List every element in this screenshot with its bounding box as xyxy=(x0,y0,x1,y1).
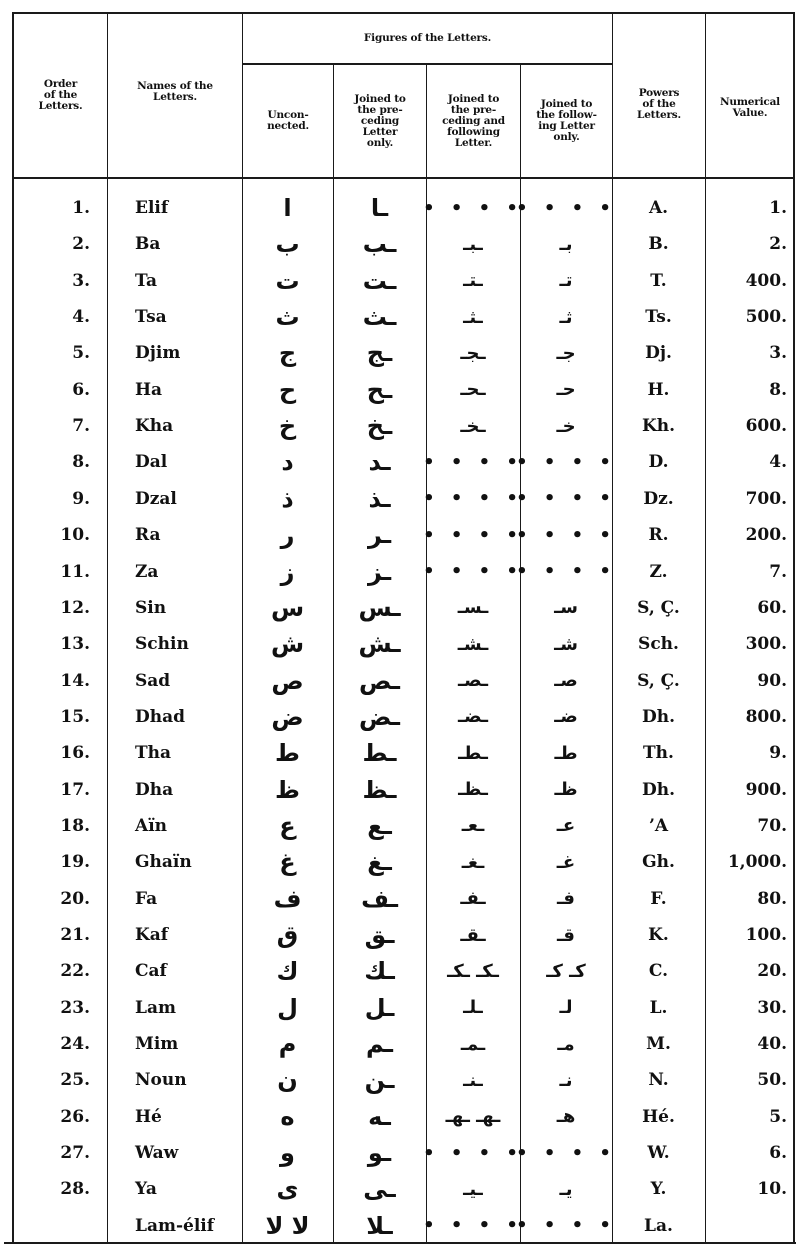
unconnected-form-cell: ج xyxy=(278,339,297,368)
unconnected-form-cell: و xyxy=(280,1139,295,1168)
joined-preceding-form-cell: ـث xyxy=(362,303,397,332)
header-text: Letters. xyxy=(637,108,681,121)
letter-name-cell: Dzal xyxy=(135,488,177,509)
numerical-value-cell xyxy=(705,1208,787,1244)
table-row xyxy=(12,226,795,262)
order-cell: 28. xyxy=(60,1179,90,1200)
numerical-value-cell: 400. xyxy=(745,270,787,291)
power-cell: T. xyxy=(650,270,667,291)
power-cell: C. xyxy=(648,961,669,982)
header-text: Powers xyxy=(638,86,680,99)
numerical-value-cell: 700. xyxy=(745,488,787,509)
power-cell: F. xyxy=(650,888,667,909)
header-text: ceding xyxy=(360,114,400,127)
order-cell xyxy=(12,1208,90,1244)
header-text: Letter. xyxy=(454,136,493,149)
joined-both-form-cell: ـيـ xyxy=(463,1178,483,1200)
order-cell: 7. xyxy=(72,416,90,437)
joined-preceding-form-cell: ـس xyxy=(358,593,401,622)
joined-preceding-form-cell: ـظ xyxy=(362,775,397,804)
joined-following-form-cell: كـ کـ xyxy=(546,960,586,982)
joined-both-form-cell: ـصـ xyxy=(457,670,489,692)
power-cell: S, Ç. xyxy=(637,597,680,618)
power-cell: Z. xyxy=(649,561,668,582)
joined-preceding-form-cell: ـع xyxy=(367,811,392,840)
power-cell: D. xyxy=(648,452,669,473)
header-text: Letter xyxy=(362,125,398,138)
header-text: nected. xyxy=(267,120,309,132)
letter-name-cell: Djim xyxy=(135,343,181,364)
joined-following-form-cell: خـ xyxy=(556,415,576,437)
letter-name-cell: Schin xyxy=(135,634,189,655)
header-joined-both xyxy=(427,65,520,177)
header-text: Uncon- xyxy=(267,109,309,121)
unconnected-form-cell: ف xyxy=(273,884,302,913)
joined-following-form-cell: • • • • xyxy=(516,1142,616,1164)
table-row xyxy=(12,190,795,226)
letter-name-cell: Hé xyxy=(135,1106,162,1127)
letter-name-cell: Lam-élif xyxy=(135,1215,215,1236)
header-names xyxy=(108,14,242,169)
table-row xyxy=(12,590,795,626)
joined-following-form-cell: عـ xyxy=(556,815,576,837)
unconnected-form-cell: س xyxy=(270,593,305,622)
letter-name-cell: Lam xyxy=(135,997,176,1018)
power-cell: Dj. xyxy=(645,343,672,364)
letter-name-cell: Ya xyxy=(135,1179,157,1200)
table-row xyxy=(12,444,795,480)
letter-name-cell: Mim xyxy=(135,1034,179,1055)
power-cell: B. xyxy=(648,234,669,255)
order-cell: 25. xyxy=(60,1070,90,1091)
power-cell: Dh. xyxy=(641,779,676,800)
letter-name-cell: Caf xyxy=(135,961,167,982)
table-row xyxy=(12,990,795,1026)
joined-both-form-cell: ـشـ xyxy=(457,633,489,655)
joined-following-form-cell: بـ xyxy=(559,233,573,255)
joined-following-form-cell: ضـ xyxy=(554,706,578,728)
power-cell: K. xyxy=(648,925,669,945)
unconnected-form-cell: غ xyxy=(279,848,296,877)
letter-name-cell: Sad xyxy=(135,670,171,691)
numerical-value-cell: 50. xyxy=(757,1070,787,1091)
unconnected-form-cell: ع xyxy=(279,811,296,840)
joined-following-form-cell: فـ xyxy=(557,888,575,910)
header-text: Order xyxy=(43,78,78,90)
unconnected-form-cell: ش xyxy=(270,630,305,659)
joined-preceding-form-cell: ـض xyxy=(359,702,400,731)
unconnected-form-cell: ز xyxy=(280,557,295,586)
numerical-value-cell: 600. xyxy=(745,416,787,437)
joined-following-form-cell: • • • • xyxy=(516,451,616,473)
letter-name-cell: Ghaïn xyxy=(135,852,192,873)
header-order xyxy=(14,14,107,177)
numerical-value-cell: 9. xyxy=(769,743,787,764)
joined-preceding-form-cell: ـد xyxy=(368,448,391,477)
unconnected-form-cell: ط xyxy=(275,739,300,768)
joined-preceding-form-cell: ـغ xyxy=(367,848,392,877)
joined-preceding-form-cell: ـا xyxy=(370,194,389,222)
joined-following-form-cell: يـ xyxy=(559,1178,573,1200)
joined-preceding-form-cell: ـص xyxy=(359,666,400,695)
joined-both-form-cell: ـضـ xyxy=(457,706,489,728)
numerical-value-cell: 800. xyxy=(745,706,787,727)
header-text: Joined to xyxy=(354,92,406,105)
unconnected-form-cell: ض xyxy=(271,702,304,731)
numerical-value-cell: 30. xyxy=(757,997,787,1018)
joined-following-form-cell: نـ xyxy=(559,1069,573,1091)
numerical-value-cell: 1. xyxy=(769,198,787,218)
power-cell: R. xyxy=(648,525,669,546)
order-cell: 8. xyxy=(72,452,90,473)
order-cell: 19. xyxy=(60,852,90,873)
joined-following-form-cell: ثـ xyxy=(559,306,573,328)
header-powers xyxy=(613,14,705,194)
order-cell: 13. xyxy=(60,634,90,655)
joined-both-form-cell: ـظـ xyxy=(458,779,488,801)
table-row xyxy=(12,1026,795,1062)
unconnected-form-cell: ق xyxy=(276,921,299,949)
order-cell: 11. xyxy=(60,561,90,582)
header-joined-preceding xyxy=(334,65,426,177)
letter-name-cell: Dhad xyxy=(135,706,186,727)
joined-preceding-form-cell: ـخ xyxy=(366,412,393,441)
joined-preceding-form-cell: ـر xyxy=(367,521,392,550)
numerical-value-cell: 80. xyxy=(757,888,787,909)
joined-following-form-cell: جـ xyxy=(556,342,576,364)
joined-preceding-form-cell: ـك xyxy=(364,957,395,986)
table-row xyxy=(12,953,795,989)
joined-both-form-cell: ـخـ xyxy=(460,415,486,437)
unconnected-form-cell: ر xyxy=(280,521,295,550)
unconnected-form-cell: خ xyxy=(278,412,297,441)
order-cell: 17. xyxy=(60,779,90,800)
numerical-value-cell: 6. xyxy=(769,1143,787,1164)
order-cell: 3. xyxy=(72,270,90,291)
order-cell: 9. xyxy=(72,488,90,509)
header-text: only. xyxy=(553,131,580,143)
table-row xyxy=(12,699,795,735)
numerical-value-cell: 100. xyxy=(745,925,787,945)
numerical-value-cell: 60. xyxy=(757,597,787,618)
order-cell: 16. xyxy=(60,743,90,764)
joined-preceding-form-cell: ـل xyxy=(364,993,395,1022)
order-cell: 23. xyxy=(60,997,90,1018)
unconnected-form-cell: ل xyxy=(277,993,298,1022)
power-cell: W. xyxy=(647,1143,670,1164)
joined-preceding-form-cell: ـش xyxy=(358,630,401,659)
letter-name-cell: Aïn xyxy=(135,815,168,836)
joined-following-form-cell: • • • • xyxy=(516,197,616,219)
table-row xyxy=(12,335,795,371)
joined-following-form-cell: شـ xyxy=(554,633,578,655)
header-text: ing Letter xyxy=(538,120,595,132)
header-text: Figures of the Letters. xyxy=(363,32,492,44)
joined-both-form-cell: • • • • xyxy=(423,1142,523,1164)
numerical-value-cell: 200. xyxy=(745,525,787,546)
unconnected-form-cell: لا ﻻ xyxy=(265,1211,310,1240)
numerical-value-cell: 900. xyxy=(745,779,787,800)
order-cell: 20. xyxy=(60,888,90,909)
letter-name-cell: Noun xyxy=(135,1070,187,1091)
joined-preceding-form-cell: ـج xyxy=(366,339,393,368)
header-joined-following xyxy=(521,65,612,177)
joined-preceding-form-cell: ـز xyxy=(367,557,392,586)
letter-name-cell: Kha xyxy=(135,416,174,437)
joined-following-form-cell: حـ xyxy=(556,379,576,401)
header-text: Letters. xyxy=(38,100,83,112)
joined-preceding-form-cell: ـلا xyxy=(366,1211,393,1240)
order-cell: 4. xyxy=(72,307,90,328)
table-row xyxy=(12,735,795,771)
header-text: Joined to xyxy=(447,92,500,105)
unconnected-form-cell: ذ xyxy=(281,484,294,513)
joined-preceding-form-cell: ـذ xyxy=(368,484,391,513)
table-row xyxy=(12,917,795,953)
power-cell: Y. xyxy=(650,1179,667,1200)
header-text: only. xyxy=(366,136,394,149)
numerical-value-cell: 2. xyxy=(769,234,787,255)
letter-name-cell: Za xyxy=(135,561,159,582)
joined-both-form-cell: ـحـ xyxy=(460,379,486,401)
joined-following-form-cell: ظـ xyxy=(554,779,578,801)
numerical-value-cell: 500. xyxy=(745,307,787,328)
joined-both-form-cell: ـمـ xyxy=(460,1033,486,1055)
header-text: the pre- xyxy=(450,103,497,116)
joined-both-form-cell: ـثـ xyxy=(463,306,483,328)
joined-both-form-cell: • • • • xyxy=(423,488,523,510)
letter-name-cell: Waw xyxy=(135,1143,179,1164)
joined-both-form-cell: ـكـ ـکـ xyxy=(447,960,499,982)
header-text: following xyxy=(447,125,500,138)
unconnected-form-cell: م xyxy=(278,1030,297,1059)
joined-preceding-form-cell: ـح xyxy=(366,375,393,404)
joined-both-form-cell: ـفـ xyxy=(460,888,486,910)
unconnected-form-cell: ب xyxy=(275,230,300,259)
letter-name-cell: Elif xyxy=(135,198,169,218)
table-row xyxy=(12,372,795,408)
joined-both-form-cell: ـهـ ـهـ xyxy=(445,1106,501,1128)
numerical-value-cell: 300. xyxy=(745,634,787,655)
joined-following-form-cell: • • • • xyxy=(516,561,616,582)
numerical-value-cell: 7. xyxy=(769,561,787,582)
joined-both-form-cell: • • • • xyxy=(423,561,523,582)
header-figures-group xyxy=(243,14,612,63)
joined-both-form-cell: ـتـ xyxy=(463,270,483,292)
table-row xyxy=(12,844,795,880)
joined-preceding-form-cell: ـم xyxy=(365,1030,394,1059)
order-cell: 26. xyxy=(60,1106,90,1127)
letter-name-cell: Dal xyxy=(135,452,168,473)
joined-both-form-cell: ـقـ xyxy=(460,924,486,946)
joined-following-form-cell: غـ xyxy=(556,851,576,873)
order-cell: 14. xyxy=(60,670,90,691)
letter-name-cell: Sin xyxy=(135,597,167,618)
table-row xyxy=(12,1208,795,1244)
order-cell: 5. xyxy=(72,343,90,364)
header-text: ceding and xyxy=(442,114,505,127)
joined-both-form-cell: ـجـ xyxy=(460,342,486,364)
power-cell: Gh. xyxy=(642,852,675,873)
joined-following-form-cell: مـ xyxy=(557,1033,575,1055)
unconnected-form-cell: ك xyxy=(276,957,299,986)
table-row xyxy=(12,772,795,808)
joined-both-form-cell: ـبـ xyxy=(463,233,483,255)
numerical-value-cell: 20. xyxy=(757,961,787,982)
joined-preceding-form-cell: ـب xyxy=(362,230,397,259)
joined-both-form-cell: ـعـ xyxy=(461,815,485,837)
table-row xyxy=(12,1171,795,1207)
numerical-value-cell: 70. xyxy=(757,815,787,836)
table-row xyxy=(12,517,795,553)
letter-name-cell: Fa xyxy=(135,888,158,909)
table-row xyxy=(12,1135,795,1171)
joined-preceding-form-cell: ـف xyxy=(361,884,398,913)
header-text: Letters. xyxy=(153,90,197,103)
power-cell: S, Ç. xyxy=(637,670,680,691)
table-row xyxy=(12,1062,795,1098)
power-cell: Hé. xyxy=(642,1106,675,1127)
joined-preceding-form-cell: ـق xyxy=(364,921,395,949)
joined-both-form-cell: ـطـ xyxy=(458,742,488,764)
unconnected-form-cell: ظ xyxy=(275,775,300,804)
joined-both-form-cell: ـسـ xyxy=(457,597,489,619)
numerical-value-cell: 4. xyxy=(769,452,787,473)
letter-name-cell: Ha xyxy=(135,379,163,400)
joined-both-form-cell: • • • • xyxy=(423,1215,523,1237)
unconnected-form-cell: ا xyxy=(283,194,292,222)
header-text: of the xyxy=(43,89,78,101)
power-cell: H. xyxy=(647,379,670,400)
joined-following-form-cell: صـ xyxy=(554,670,578,692)
unconnected-form-cell: ن xyxy=(277,1066,298,1095)
joined-preceding-form-cell: ـو xyxy=(367,1139,392,1168)
joined-both-form-cell: • • • • xyxy=(423,451,523,473)
power-cell: ’A xyxy=(648,815,669,836)
unconnected-form-cell: ح xyxy=(278,375,297,404)
table-row xyxy=(12,481,795,517)
table-row xyxy=(12,1099,795,1135)
numerical-value-cell: 90. xyxy=(757,670,787,691)
numerical-value-cell: 40. xyxy=(757,1034,787,1055)
joined-following-form-cell: قـ xyxy=(557,924,575,946)
numerical-value-cell: 3. xyxy=(769,343,787,364)
header-text: the pre- xyxy=(357,103,403,116)
unconnected-form-cell: ت xyxy=(275,266,300,295)
order-cell: 15. xyxy=(60,706,90,727)
numerical-value-cell: 8. xyxy=(769,379,787,400)
order-cell: 6. xyxy=(72,379,90,400)
joined-preceding-form-cell: ـن xyxy=(364,1066,395,1095)
power-cell: Sch. xyxy=(638,634,679,655)
joined-following-form-cell: سـ xyxy=(554,597,578,619)
joined-preceding-form-cell: ـط xyxy=(362,739,397,768)
joined-following-form-cell: هـ xyxy=(556,1106,576,1128)
order-cell: 10. xyxy=(60,525,90,546)
power-cell: Kh. xyxy=(641,416,676,437)
letter-name-cell: Tsa xyxy=(135,307,167,328)
unconnected-form-cell: ه xyxy=(280,1102,295,1131)
table-row xyxy=(12,554,795,590)
unconnected-form-cell: د xyxy=(281,448,294,477)
order-cell: 21. xyxy=(60,925,90,945)
joined-following-form-cell: • • • • xyxy=(516,524,616,546)
joined-following-form-cell: تـ xyxy=(559,270,573,292)
header-text: of the xyxy=(642,97,676,110)
header-numerical-value xyxy=(706,14,794,202)
header-text: Value. xyxy=(732,107,768,119)
unconnected-form-cell: ص xyxy=(271,666,304,695)
header-text: the follow- xyxy=(536,109,597,121)
numerical-value-cell: 5. xyxy=(769,1106,787,1127)
table-row xyxy=(12,263,795,299)
unconnected-form-cell: ى xyxy=(276,1175,299,1204)
numerical-value-cell: 10. xyxy=(757,1179,787,1200)
power-cell: Ts. xyxy=(645,307,672,328)
order-cell: 1. xyxy=(72,198,90,218)
order-cell: 22. xyxy=(60,961,90,982)
table-row xyxy=(12,808,795,844)
header-text: Names of the xyxy=(137,79,213,92)
power-cell: Dz. xyxy=(643,488,674,509)
header-text: Joined to xyxy=(540,98,593,110)
joined-preceding-form-cell: ـت xyxy=(362,266,397,295)
letter-name-cell: Ra xyxy=(135,525,161,546)
joined-both-form-cell: ـلـ xyxy=(463,997,483,1019)
unconnected-form-cell: ث xyxy=(275,303,300,332)
letter-name-cell: Dha xyxy=(135,779,174,800)
joined-both-form-cell: ـغـ xyxy=(461,851,485,873)
letter-name-cell: Ba xyxy=(135,234,161,255)
table-row xyxy=(12,408,795,444)
header-unconnected xyxy=(243,65,333,177)
table-row xyxy=(12,881,795,917)
joined-preceding-form-cell: ـه xyxy=(368,1102,391,1131)
joined-both-form-cell: • • • • xyxy=(423,197,523,219)
order-cell: 18. xyxy=(60,815,90,836)
power-cell: La. xyxy=(644,1215,673,1236)
joined-both-form-cell: ـنـ xyxy=(463,1069,483,1091)
power-cell: M. xyxy=(646,1034,671,1055)
joined-both-form-cell: • • • • xyxy=(423,524,523,546)
power-cell: Dh. xyxy=(641,706,676,727)
joined-following-form-cell: • • • • xyxy=(516,488,616,510)
order-cell: 12. xyxy=(60,597,90,618)
joined-following-form-cell: طـ xyxy=(554,742,578,764)
table-row xyxy=(12,626,795,662)
order-cell: 27. xyxy=(60,1143,90,1164)
power-cell: L. xyxy=(649,997,668,1018)
joined-following-form-cell: • • • • xyxy=(516,1215,616,1237)
letter-name-cell: Kaf xyxy=(135,925,169,945)
header-text: Numerical xyxy=(720,96,780,108)
order-cell: 2. xyxy=(72,234,90,255)
power-cell: Th. xyxy=(643,743,674,764)
letter-name-cell: Ta xyxy=(135,270,158,291)
letter-name-cell: Tha xyxy=(135,743,172,764)
power-cell: N. xyxy=(648,1070,669,1091)
joined-preceding-form-cell: ـى xyxy=(363,1175,396,1204)
order-cell: 24. xyxy=(60,1034,90,1055)
numerical-value-cell: 1,000. xyxy=(727,852,787,873)
power-cell: A. xyxy=(648,198,669,218)
table-row xyxy=(12,299,795,335)
joined-following-form-cell: لـ xyxy=(559,997,573,1019)
table-row xyxy=(12,663,795,699)
